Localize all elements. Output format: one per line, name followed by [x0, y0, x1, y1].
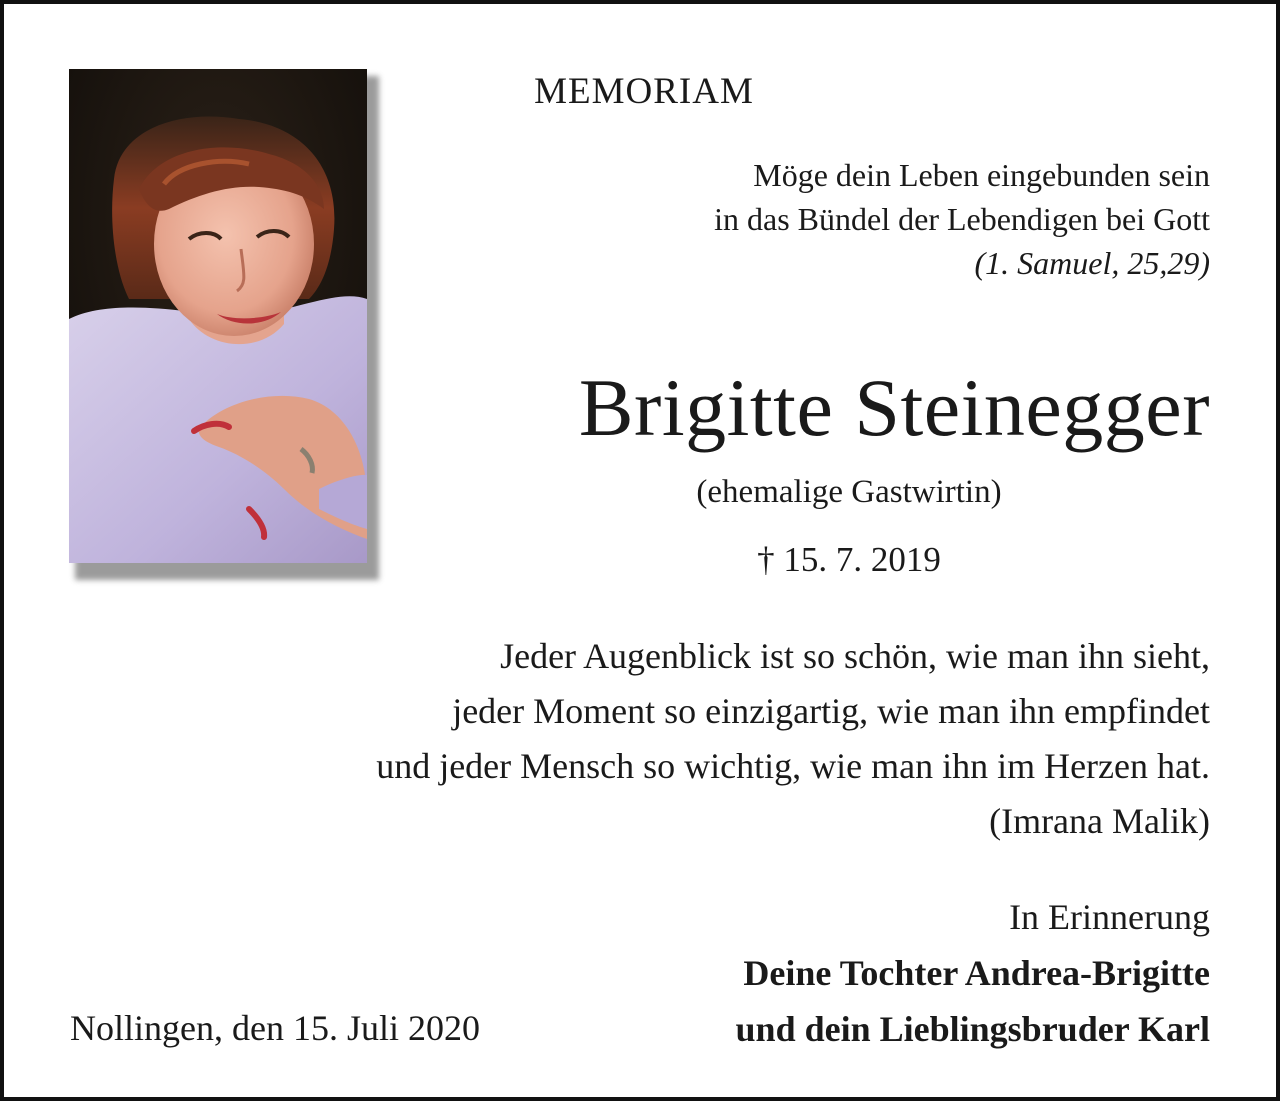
signer-daughter: Deine Tochter Andrea-Brigitte	[743, 953, 1210, 993]
quote-line-2: jeder Moment so einzigartig, wie man ihn empfindet	[452, 691, 1210, 731]
bible-verse	[510, 153, 1210, 285]
verse-line-1: Möge dein Leben eingebunden sein	[753, 157, 1210, 193]
quote-author: (Imrana Malik)	[989, 801, 1210, 841]
quote-line-3: und jeder Mensch so wichtig, wie man ihn im Herzen hat.	[376, 746, 1210, 786]
deceased-occupation: (ehemalige Gastwirtin)	[696, 474, 1002, 510]
memoriam-heading: MEMORIAM	[534, 71, 754, 112]
deceased-name: Brigitte Steinegger	[578, 362, 1210, 453]
closing-intro: In Erinnerung	[1009, 897, 1210, 937]
portrait-photo	[69, 69, 367, 563]
place-and-date: Nollingen, den 15. Juli 2020	[70, 1008, 480, 1048]
verse-line-2: in das Bündel der Lebendigen bei Gott	[714, 201, 1210, 237]
signer-brother: und dein Lieblingsbruder Karl	[735, 1009, 1210, 1049]
quote-line-1: Jeder Augenblick ist so schön, wie man ihn sieht,	[500, 636, 1210, 676]
memorial-quote	[210, 629, 1210, 849]
verse-reference: (1. Samuel, 25,29)	[974, 245, 1210, 281]
death-date: † 15. 7. 2019	[757, 540, 941, 579]
